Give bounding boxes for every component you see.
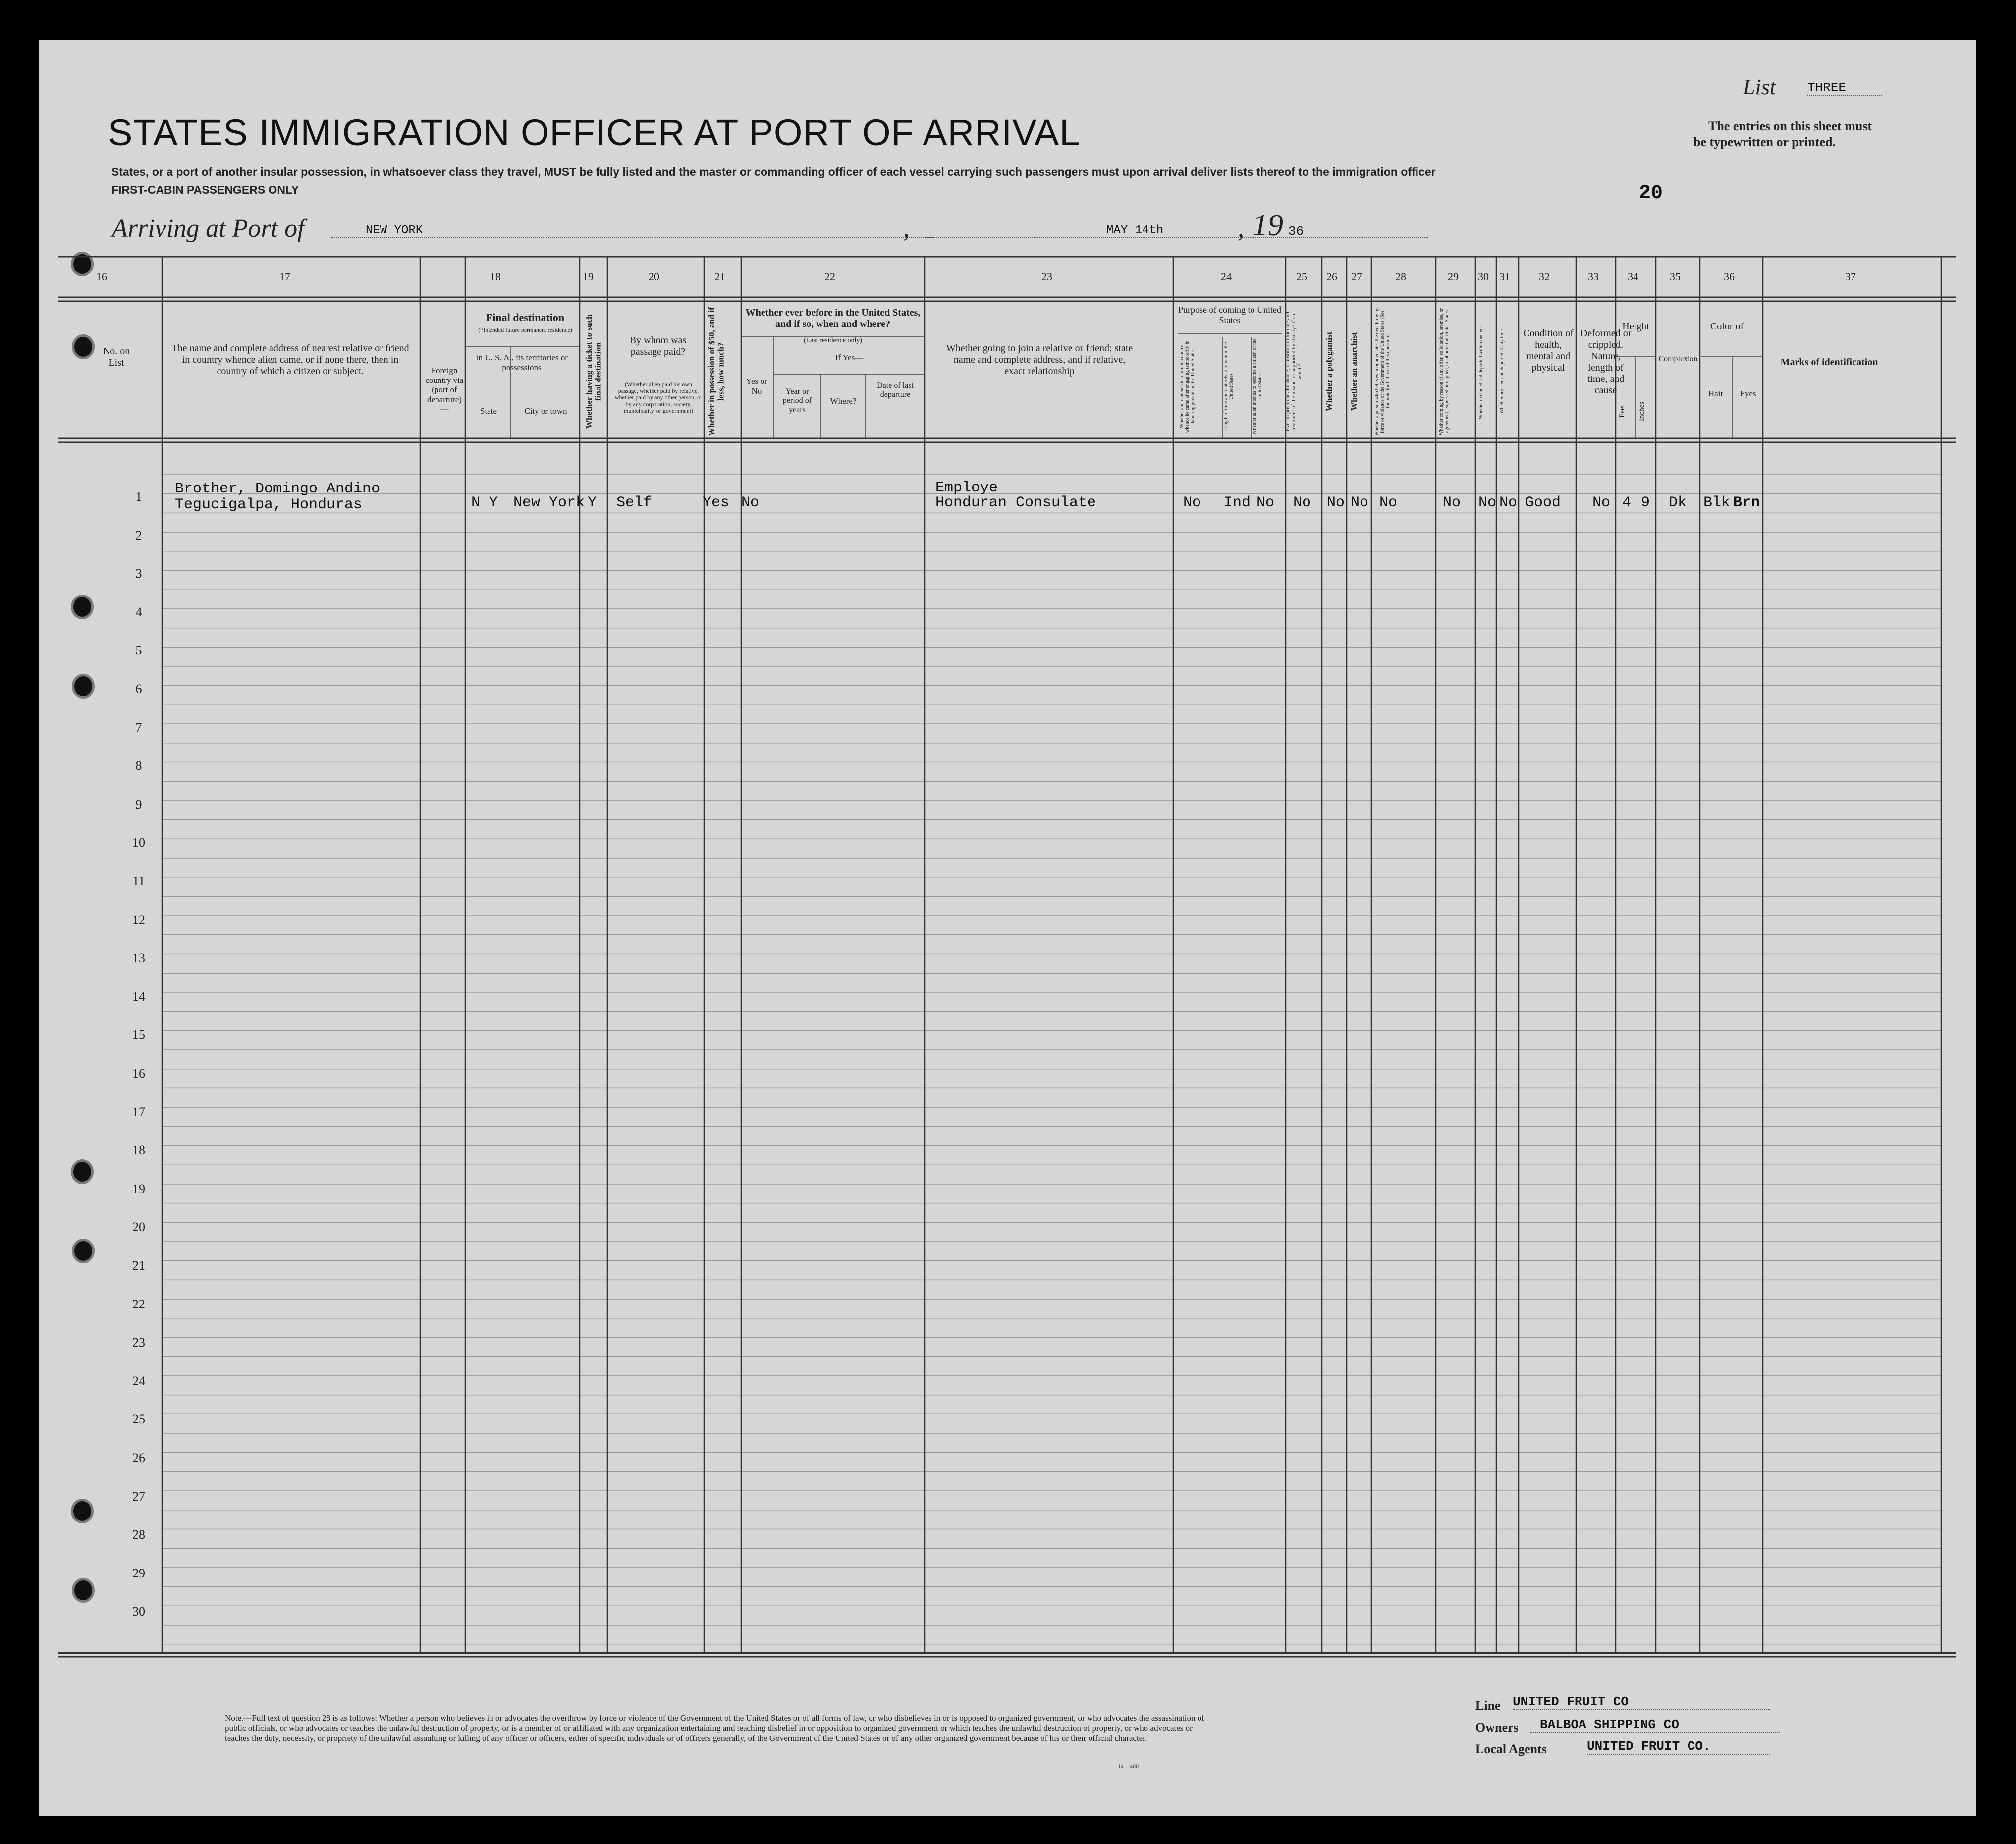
entry-passage: Self (616, 494, 653, 511)
entry-excluded: No (1478, 494, 1497, 511)
header-c37: Marks of identification (1780, 357, 1878, 368)
header-c34-inches: Inches (1638, 401, 1646, 421)
form-number: 14—400 (1118, 1763, 1139, 1770)
year-prefix: 19 (1253, 209, 1283, 242)
header-c18-note: (*Intended future permanent residence) (478, 326, 572, 333)
column-number: 20 (649, 271, 659, 283)
row-number: 26 (132, 1451, 145, 1465)
column-number: 28 (1395, 271, 1406, 283)
header-c36-title: Color of— (1710, 321, 1754, 332)
row-number: 23 (132, 1335, 145, 1350)
header-c25: Ever in prison or almshouse, or institution for care and treatment of the insane, or supported by charity? If so, which? (1285, 312, 1303, 432)
header-c22-year: Year or period of years (782, 387, 812, 414)
header-c34-feet: Feet (1618, 405, 1626, 418)
header-c30: Whether excluded and deported within one year (1478, 324, 1484, 420)
entry-return: No (1183, 494, 1201, 511)
date-value: MAY 14th (913, 224, 1428, 238)
row-number: 18 (132, 1143, 145, 1158)
header-c22-note: (Last residence only) (803, 337, 863, 344)
row-number: 11 (132, 874, 145, 888)
entry-join-line-2: Honduran Consulate (935, 494, 1096, 511)
header-c22-ifyes: If Yes— (835, 353, 864, 362)
column-number: 31 (1499, 271, 1510, 283)
header-c19: Whether having a ticket to such final destination (584, 314, 603, 429)
column-number: 36 (1724, 271, 1735, 283)
entry-relative-line-1: Brother, Domingo Andino (175, 481, 381, 497)
row-number: 8 (135, 759, 142, 773)
footnote: Note.—Full text of question 28 is as follows: Whether a person who believes in or advocates the overthrow by force or violence of the Government of the United States or of all forms of law, or who disbelieves in or is opposed to organized government, or who advocates the assassination of public officials, or who advocates or teaches the unlawful destruction of property, or is a member of or affiliated with any organization entertaining and teaching disbelief in or opposition to organized government or which teaches the unlawful destruction of property, or who advocates or teaches the duty, necessity, or propriety of the unlawful assaulting or killing of any officer or officers, either of specific individuals or of officers generally, of the Government of the United States or of any other organized government because of his or their official character. (225, 1713, 1204, 1743)
row-number: 14 (132, 989, 145, 1004)
entry-join-line-1: Employe (935, 480, 998, 496)
row-number: 15 (132, 1028, 145, 1042)
row-number: 9 (135, 797, 142, 812)
column-number: 23 (1041, 271, 1052, 283)
agents-label: Local Agents (1475, 1742, 1547, 1756)
header-c35: Complexion (1658, 355, 1698, 363)
row-number: 7 (135, 720, 142, 735)
row-number: 12 (132, 912, 145, 927)
entry-prison: No (1293, 494, 1311, 511)
header-c22-title: Whether ever before in the United States, and if so, when and where? (745, 307, 921, 329)
entry-health: Good (1525, 494, 1561, 511)
column-number: 25 (1296, 271, 1307, 283)
header-c22-date: Date of last departure (877, 381, 914, 399)
column-number: 21 (714, 271, 725, 283)
header-c18-foreign: Foreign country via (port of departure)— (425, 366, 464, 414)
column-number: 18 (490, 271, 501, 283)
page-number: 20 (1639, 182, 1663, 205)
row-number: 30 (132, 1604, 145, 1619)
header-c24-b: Length of time alien intends to remain in the United States (1223, 342, 1234, 431)
header-c22-yesno: Yes or No (746, 377, 767, 396)
entry-anarchist: No (1351, 494, 1369, 511)
page-title: STATES IMMIGRATION OFFICER AT PORT OF ARRIVAL (108, 112, 1081, 153)
row-number: 28 (132, 1527, 145, 1542)
entry-relative-line-2: Tegucigalpa, Honduras (175, 496, 363, 513)
column-number: 22 (824, 271, 835, 283)
header-c18-state: State (480, 406, 497, 416)
header-c27: Whether an anarchist (1349, 332, 1359, 411)
entry-hair: Blk (1703, 494, 1731, 511)
column-number: 32 (1539, 271, 1550, 283)
header-c33: Deformed or crippled. Nature, length of time, and cause (1580, 328, 1632, 396)
column-number: 30 (1478, 271, 1489, 283)
entry-state: N Y (471, 494, 498, 511)
header-c24-c: Whether alien intends to become a citizen of the United States (1252, 338, 1263, 434)
column-number: 26 (1326, 271, 1337, 283)
column-number: 16 (96, 271, 107, 283)
entry-polygamist: No (1327, 494, 1345, 511)
list-label: List (1743, 75, 1776, 99)
entry-ticket: Y (588, 494, 597, 511)
column-number: 24 (1221, 271, 1232, 283)
entry-before: No (741, 494, 760, 511)
entry-feet: 4 (1622, 494, 1632, 511)
column-number: 17 (279, 271, 290, 283)
header-c26: Whether a polygamist (1324, 331, 1334, 412)
column-number: 35 (1670, 271, 1681, 283)
column-number: 29 (1448, 271, 1459, 283)
comma: , (1238, 215, 1244, 243)
header-c20-note: (Whether alien paid his own passage, whether paid by relative, whether paid by any other person, or by any corporation, society, municipality, or government) (614, 381, 703, 414)
row-number: 13 (132, 951, 145, 966)
entry-length: Ind (1224, 494, 1251, 511)
header-c36-eyes: Eyes (1740, 389, 1756, 398)
header-c31: Whether arrested and deported at any time (1499, 329, 1505, 414)
row-number: 3 (135, 566, 142, 581)
header-c17: The name and complete address of nearest relative or friend in country whence alien came, or if none there, then in country of which a citizen or subject. (171, 343, 409, 377)
row-number: 22 (132, 1297, 145, 1311)
header-c34-title: Height (1622, 321, 1649, 332)
row-number: 21 (132, 1258, 145, 1273)
manifest-sheet (39, 40, 1976, 1816)
row-number: 6 (135, 682, 142, 696)
row-number: 27 (132, 1489, 145, 1504)
table-grid (39, 40, 1976, 1816)
column-number: 34 (1628, 271, 1638, 283)
header-c32: Condition of health, mental and physical (1523, 328, 1574, 373)
row-number: 5 (135, 643, 142, 658)
list-value: THREE (1807, 80, 1882, 96)
header-c28: Whether a person who believes in or advocates the overthrow by force or violence of the Government of the United States (See footnote for full text of this question) (1374, 307, 1391, 436)
entry-overthrow: No (1379, 494, 1398, 511)
port-value: NEW YORK (331, 224, 935, 238)
row-number: 24 (132, 1373, 145, 1388)
column-number: 19 (583, 271, 594, 283)
header-c24-title: Purpose of coming to United States (1178, 305, 1281, 325)
row-number: 20 (132, 1220, 145, 1235)
entry-citizen: No (1256, 494, 1275, 511)
row-number: 16 (132, 1066, 145, 1081)
instructions-line-1: The entries on this sheet must (1708, 119, 1872, 133)
owners-value: BALBOA SHIPPING CO (1530, 1717, 1780, 1733)
year-suffix: 36 (1288, 224, 1304, 239)
header-c16: No. on List (103, 346, 130, 368)
header-c24-a: Whether alien intends to return to country whence he came after engaging temporarily in laboring pursuits in the United States (1179, 340, 1196, 433)
entry-deformed: No (1592, 494, 1611, 511)
entry-inches: 9 (1641, 494, 1650, 511)
row-number: 4 (135, 604, 142, 619)
header-c23: Whether going to join a relative or friend; state name and complete address, and if relative, exact relationship (946, 343, 1133, 377)
agents-value: UNITED FRUIT CO. (1587, 1739, 1770, 1755)
header-c18-title: Final destination (486, 311, 565, 324)
owners-label: Owners (1475, 1720, 1519, 1735)
instructions-line-2: be typewritten or printed. (1693, 135, 1836, 149)
entry-offer: No (1443, 494, 1461, 511)
column-number: 37 (1845, 271, 1856, 283)
entry-eyes: Brn (1733, 494, 1760, 511)
row-number: 1 (135, 489, 142, 504)
entry-city: New York (513, 494, 585, 511)
header-c36-hair: Hair (1708, 389, 1724, 398)
header-c20-title: By whom was passage paid? (629, 335, 687, 357)
row-number: 2 (135, 528, 142, 542)
column-number: 27 (1351, 271, 1362, 283)
line-value: UNITED FRUIT CO (1513, 1694, 1770, 1710)
subtitle: States, or a port of another insular possession, in whatsoever class they travel, MUST be fully listed and the master or commanding officer of each vessel carrying such passengers must upon arrival deliver lists thereof to the immigration officer (111, 165, 1436, 178)
column-number: 33 (1588, 271, 1599, 283)
arriving-label: Arriving at Port of (112, 215, 305, 243)
entry-complexion: Dk (1669, 494, 1687, 511)
line-label: Line (1475, 1698, 1501, 1713)
header-c18-city: City or town (524, 406, 567, 416)
row-number: 25 (132, 1412, 145, 1427)
row-number: 29 (132, 1566, 145, 1580)
header-c21: Whether in possession of $50, and if less, how much? (707, 307, 726, 436)
row-number: 19 (132, 1181, 145, 1196)
row-number: 10 (132, 835, 145, 850)
header-c22-where: Where? (830, 396, 857, 406)
header-c29: Whether coming by reason of any offer, solicitation, promise, or agreement, expressed or implied, to labor in the United States (1439, 308, 1450, 435)
header-c18-usa: In U. S. A., its territories or possessions (475, 353, 568, 372)
row-number: 17 (132, 1104, 145, 1119)
comma: , (903, 215, 910, 243)
entry-arrested: No (1499, 494, 1518, 511)
class-line: FIRST-CABIN PASSENGERS ONLY (111, 183, 299, 196)
entry-fifty: Yes (703, 494, 730, 511)
